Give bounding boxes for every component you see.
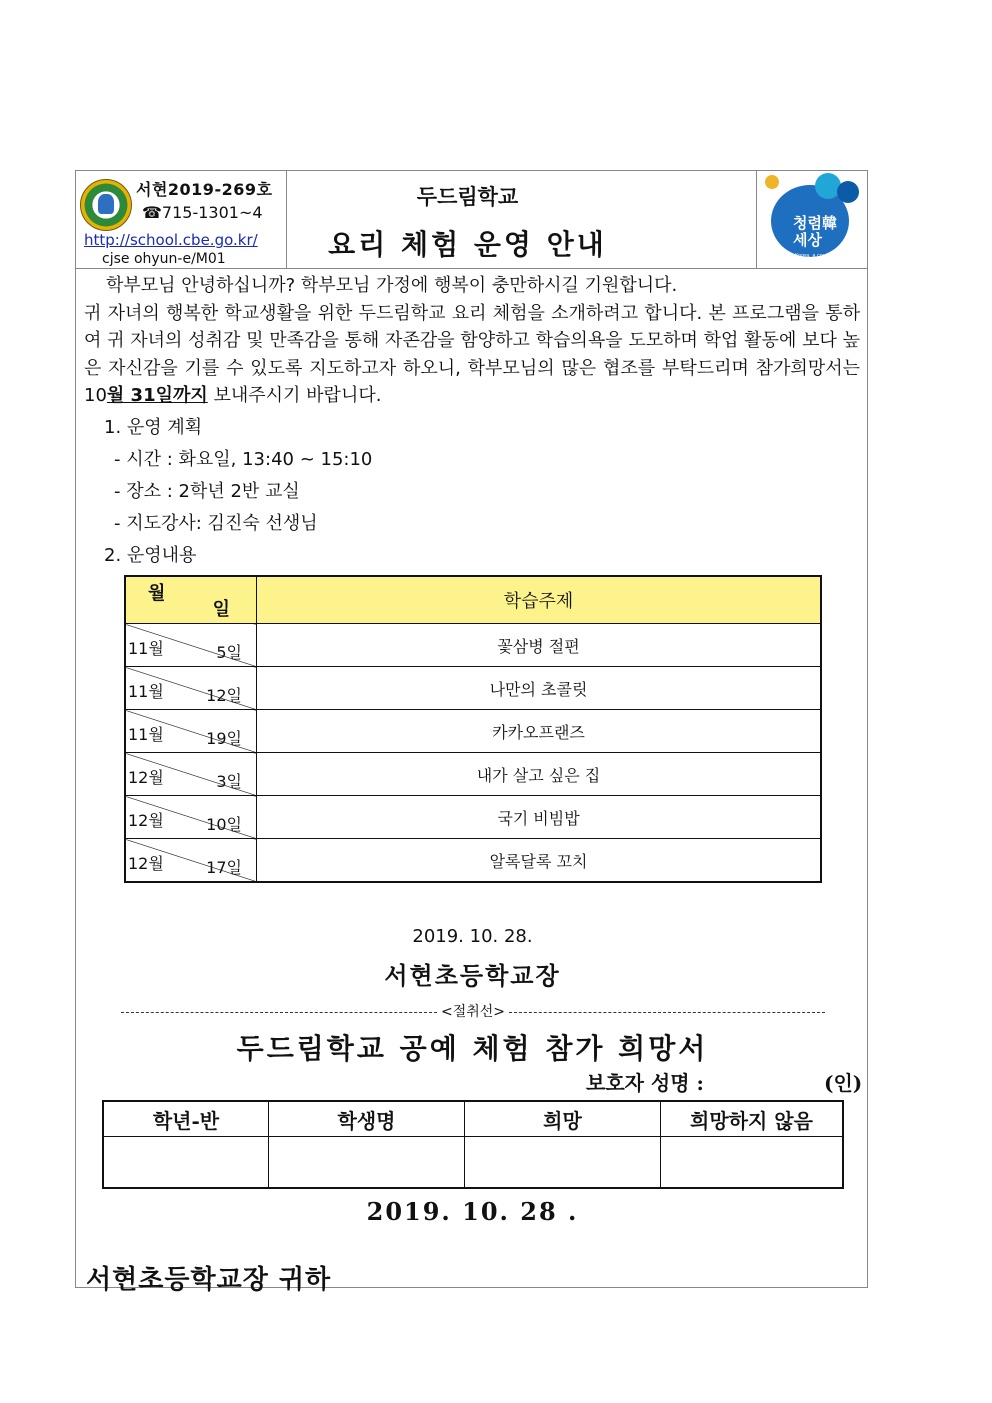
section2-title: 2. 운영내용 bbox=[104, 545, 197, 566]
participate-header: 희망 bbox=[465, 1101, 661, 1137]
day: 3일 bbox=[216, 772, 242, 791]
participate-field[interactable] bbox=[465, 1137, 661, 1189]
application-entry-row bbox=[103, 1137, 843, 1189]
header-info-cell bbox=[76, 171, 287, 268]
month: 11월 bbox=[128, 639, 164, 658]
grade-class-field[interactable] bbox=[103, 1137, 269, 1189]
month: 12월 bbox=[128, 854, 164, 873]
seal-mark: (인) bbox=[824, 1071, 863, 1095]
day: 5일 bbox=[216, 643, 242, 662]
greeting: 학부모님 안녕하십니까? 학부모님 가정에 행복이 충만하시길 기원합니다. bbox=[106, 275, 678, 296]
logo-subtext: Korea, a country of integrity bbox=[795, 253, 843, 265]
date-cell bbox=[125, 753, 257, 796]
day: 12일 bbox=[206, 686, 242, 705]
topic-header: 학습주제 bbox=[257, 576, 822, 624]
school-url-link[interactable]: http://school.cbe.go.kr/ bbox=[84, 231, 258, 249]
intro-end: 보내주시기 바랍니다. bbox=[207, 385, 382, 406]
form-date: 2019. 10. 28 . bbox=[366, 1197, 579, 1226]
topic-cell: 나만의 초콜릿 bbox=[257, 667, 822, 710]
logo-text: 청렴韓 세상 bbox=[793, 214, 837, 249]
table-row bbox=[125, 667, 821, 710]
day-header: 일 bbox=[212, 599, 230, 620]
time-item: - 시간 : 화요일, 13:40 ~ 15:10 bbox=[114, 449, 373, 470]
student-name-header: 학생명 bbox=[269, 1101, 465, 1137]
month: 11월 bbox=[128, 682, 164, 701]
month: 11월 bbox=[128, 725, 164, 744]
date-cell bbox=[125, 796, 257, 839]
grade-class-header: 학년-반 bbox=[103, 1101, 269, 1137]
application-table bbox=[102, 1100, 844, 1189]
table-row bbox=[125, 710, 821, 753]
cut-line-label: <절취선> bbox=[440, 1004, 506, 1020]
decline-header: 희망하지 않음 bbox=[661, 1101, 844, 1137]
schedule-table bbox=[124, 575, 822, 883]
day: 17일 bbox=[206, 858, 242, 877]
letter-body bbox=[84, 272, 860, 410]
addressee: 서현초등학교장 귀하 bbox=[86, 1265, 332, 1295]
issue-date: 2019. 10. 28. bbox=[412, 926, 533, 947]
table-row bbox=[125, 753, 821, 796]
day: 10일 bbox=[206, 815, 242, 834]
date-cell bbox=[125, 624, 257, 667]
cut-line bbox=[92, 1001, 854, 1021]
month: 12월 bbox=[128, 811, 164, 830]
place-item: - 장소 : 2학년 2반 교실 bbox=[114, 481, 300, 502]
document-title: 요리 체험 운영 안내 bbox=[328, 228, 607, 261]
month: 12월 bbox=[128, 768, 164, 787]
application-header-row bbox=[103, 1101, 843, 1137]
date-cell bbox=[125, 667, 257, 710]
section1-title: 1. 운영 계획 bbox=[104, 417, 203, 438]
decline-field[interactable] bbox=[661, 1137, 844, 1189]
month-header: 월 bbox=[148, 583, 166, 604]
intro-paragraph bbox=[84, 303, 860, 407]
table-row bbox=[125, 839, 821, 883]
intro-text: 귀 자녀의 행복한 학교생활을 위한 두드림학교 요리 체험을 소개하려고 합니다. 본 프로그램을 통하여 귀 자녀의 성취감 및 만족감을 통해 자존감을 함양하고 학습의욕을 도모하며 학업 활동에 보다 높은 자신감을 기를 수 있도록 지도하고자 하오니, 학부모님의 많은 협조를 부탁드리며 참가희망서는 10 bbox=[84, 302, 860, 406]
date-cell bbox=[125, 710, 257, 753]
guardian-name-label: 보호자 성명 : bbox=[586, 1071, 704, 1095]
logo-dot-icon bbox=[765, 175, 779, 189]
instructor-item: - 지도강사: 김진숙 선생님 bbox=[114, 513, 318, 534]
table-row bbox=[125, 796, 821, 839]
principal-signature: 서현초등학교장 bbox=[384, 961, 561, 990]
document-frame bbox=[75, 170, 868, 1295]
topic-cell: 꽃삼병 절편 bbox=[257, 624, 822, 667]
integrity-logo-cell bbox=[756, 171, 867, 268]
topic-cell: 알록달록 꼬치 bbox=[257, 839, 822, 883]
topic-cell: 국기 비빔밥 bbox=[257, 796, 822, 839]
doc-number: 서현2019-269호 bbox=[136, 180, 273, 199]
deadline: 월 31일까지 bbox=[106, 385, 208, 406]
table-row bbox=[125, 624, 821, 667]
doc-code: cjse ohyun-e/M01 bbox=[102, 251, 226, 267]
topic-cell: 내가 살고 싶은 집 bbox=[257, 753, 822, 796]
date-cell bbox=[125, 839, 257, 883]
table-header-row bbox=[125, 576, 821, 624]
topic-cell: 카카오프랜즈 bbox=[257, 710, 822, 753]
document-header bbox=[76, 171, 867, 269]
application-title: 두드림학교 공예 체험 참가 희망서 bbox=[236, 1032, 709, 1065]
month-day-header bbox=[125, 576, 257, 624]
phone-number: ☎715-1301~4 bbox=[142, 203, 263, 222]
day: 19일 bbox=[206, 729, 242, 748]
school-emblem-icon bbox=[80, 179, 132, 231]
logo-dot-icon bbox=[837, 181, 859, 203]
student-name-field[interactable] bbox=[269, 1137, 465, 1189]
school-name: 두드림학교 bbox=[416, 185, 519, 209]
